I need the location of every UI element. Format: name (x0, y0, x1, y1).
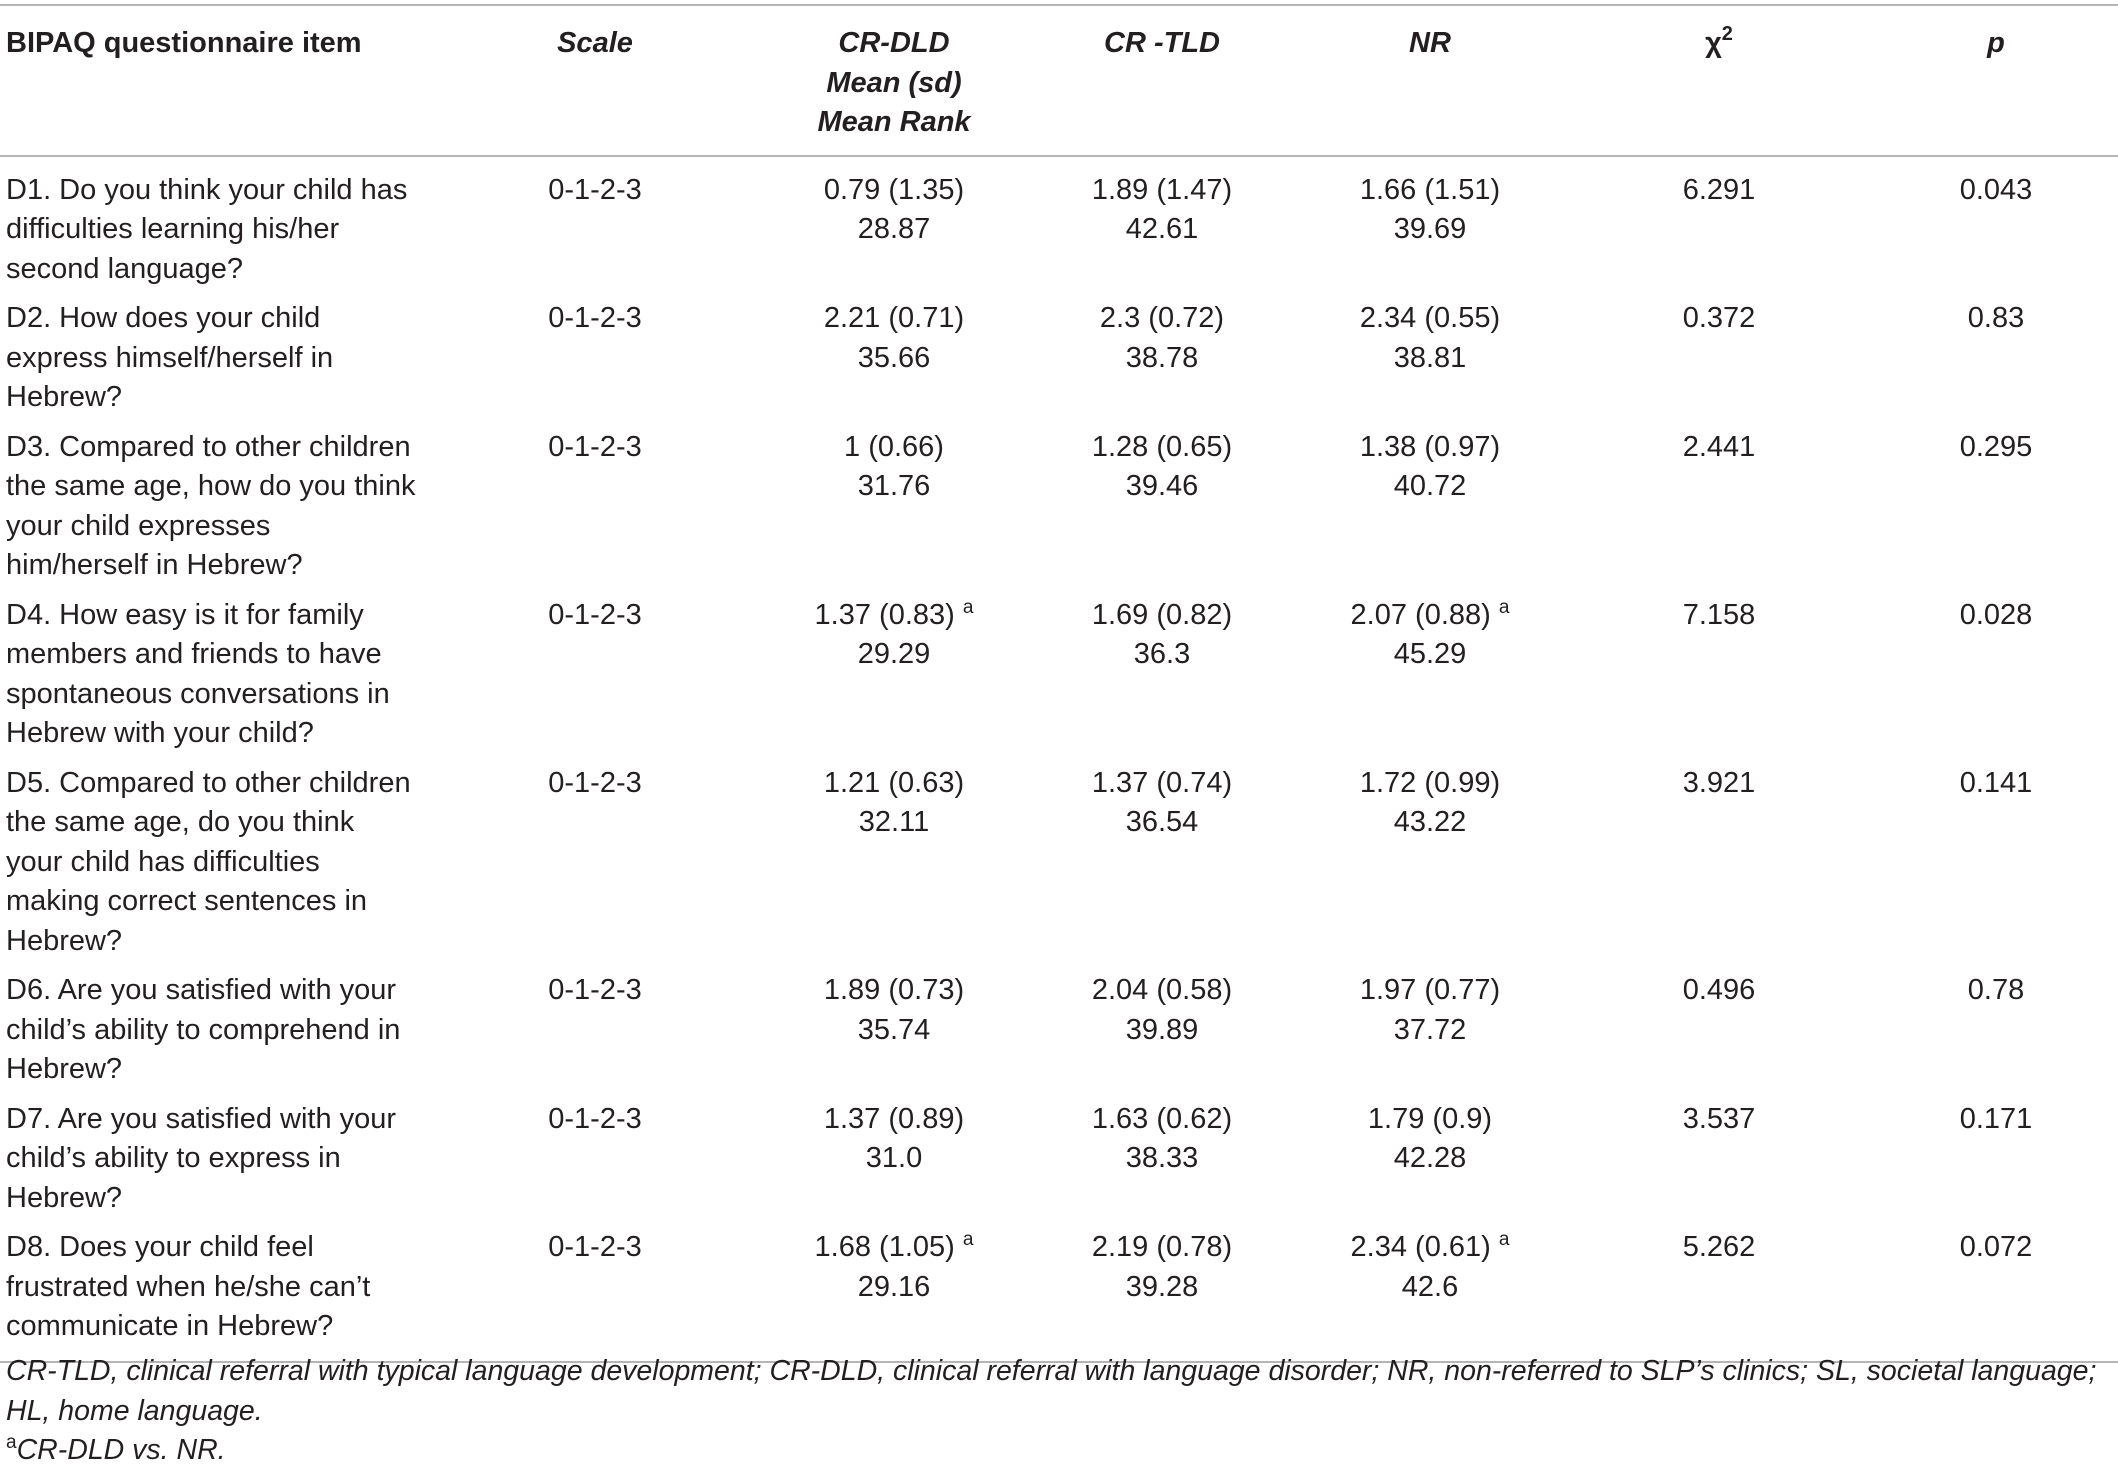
cell-item: D1. Do you think your child has difficulties learning his/her second language? (6, 173, 408, 285)
cell-mean-sd-line (1300, 764, 1560, 804)
cell-cr-dld (760, 293, 1028, 422)
cell-chi-square: 6.291 (1682, 173, 1756, 206)
significance-mark: a (1498, 596, 1510, 618)
cell-mean-sd-line (764, 596, 1024, 636)
cell-chi-square: 7.158 (1682, 598, 1756, 631)
cell-chi-square: 3.537 (1682, 1102, 1756, 1135)
mean-sd-value: 1.21 (0.63) (823, 766, 965, 799)
cell-nr (1296, 1094, 1564, 1223)
cell-nr (1296, 758, 1564, 966)
mean-sd-value: 2.34 (0.55) (1359, 302, 1501, 334)
mean-rank-value: 36.54 (1125, 806, 1199, 838)
significance-mark: a (1498, 1229, 1510, 1250)
mean-sd-value: 2.07 (0.88) (1350, 598, 1491, 631)
mean-sd-value: 2.19 (0.78) (1091, 1231, 1233, 1263)
table-row (0, 1094, 2118, 1223)
cell-mean-sd-line (1032, 596, 1292, 636)
cell-chi-square: 3.921 (1682, 766, 1756, 799)
cell-item: D6. Are you satisfied with your child’s ability to comprehend in Hebrew? (6, 974, 401, 1085)
cell-mean-sd-line (1032, 428, 1292, 468)
significance-mark: a (962, 596, 974, 618)
cell-mean-sd-line (1300, 1228, 1560, 1268)
cell-item: D8. Does your child feel frustrated when he/she can’t communicate in Hebrew? (6, 1231, 371, 1342)
cell-mean-sd-line (1300, 596, 1560, 636)
header-chi-square (1564, 5, 1874, 156)
table-body (0, 156, 2118, 1362)
cell-cr-dld (760, 758, 1028, 966)
cell-chi-square: 2.441 (1682, 430, 1756, 463)
mean-rank-value: 38.33 (1125, 1142, 1199, 1174)
cell-mean-sd-line (1032, 299, 1292, 339)
mean-sd-value: 1.63 (0.62) (1091, 1102, 1233, 1135)
cell-mean-sd-line (764, 764, 1024, 804)
mean-sd-value: 1.28 (0.65) (1091, 430, 1233, 463)
mean-sd-value: 1.72 (0.99) (1359, 766, 1501, 799)
cell-mean-sd-line (764, 171, 1024, 211)
mean-sd-value: 1.37 (0.74) (1091, 766, 1233, 799)
header-cr-tld: CR -TLD (1104, 27, 1220, 59)
mean-rank-value: 42.6 (1401, 1270, 1459, 1303)
cell-cr-tld (1028, 590, 1296, 758)
cell-cr-dld (760, 590, 1028, 758)
cell-scale: 0-1-2-3 (548, 302, 642, 334)
mean-rank-value: 39.69 (1393, 213, 1467, 245)
cell-item: D7. Are you satisfied with your child’s ability to express in Hebrew? (6, 1102, 397, 1214)
header-cr-dld-line-2: Mean (sd) (826, 66, 962, 99)
mean-sd-value: 1.68 (1.05) (814, 1231, 955, 1263)
table-row (0, 758, 2118, 966)
cell-item: D5. Compared to other children the same age, do you think your child has difficulties making correct sentences in Hebrew? (6, 766, 411, 957)
mean-rank-value: 39.28 (1125, 1270, 1199, 1303)
mean-sd-value: 2.04 (0.58) (1091, 974, 1233, 1006)
mean-rank-value: 38.78 (1125, 341, 1199, 374)
cell-cr-dld (760, 1222, 1028, 1362)
cell-scale: 0-1-2-3 (548, 974, 642, 1006)
mean-rank-value: 43.22 (1393, 806, 1467, 838)
cell-mean-sd-line (1032, 1100, 1292, 1140)
cell-mean-sd-line (764, 1228, 1024, 1268)
mean-sd-value: 1.37 (0.83) (814, 598, 955, 631)
cell-mean-sd-line (1032, 1228, 1292, 1268)
cell-nr (1296, 293, 1564, 422)
bipaq-results-table (0, 4, 2118, 1363)
mean-rank-value: 35.66 (857, 341, 931, 374)
cell-chi-square: 5.262 (1682, 1231, 1756, 1263)
cell-p-value: 0.043 (1959, 173, 2033, 206)
cell-scale: 0-1-2-3 (548, 1102, 642, 1135)
cell-mean-sd-line (1032, 171, 1292, 211)
cell-scale: 0-1-2-3 (548, 173, 642, 206)
cell-p-value: 0.295 (1959, 430, 2033, 463)
cell-nr (1296, 156, 1564, 294)
table-footnotes (6, 1352, 2106, 1471)
header-chi-symbol: χ (1705, 27, 1722, 59)
mean-sd-value: 2.21 (0.71) (823, 302, 965, 334)
cell-p-value: 0.78 (1967, 974, 2025, 1006)
mean-rank-value: 42.28 (1393, 1142, 1467, 1174)
mean-rank-value: 38.81 (1393, 341, 1467, 374)
mean-sd-value: 1.89 (0.73) (823, 974, 965, 1006)
cell-p-value: 0.028 (1959, 598, 2033, 631)
cell-scale: 0-1-2-3 (548, 598, 642, 631)
table-row (0, 590, 2118, 758)
cell-chi-square: 0.496 (1682, 974, 1756, 1006)
mean-sd-value: 0.79 (1.35) (823, 173, 965, 206)
mean-sd-value: 1.79 (0.9) (1367, 1102, 1493, 1135)
cell-p-value: 0.072 (1959, 1231, 2033, 1263)
header-cr-dld-line-3: Mean Rank (817, 106, 971, 138)
cell-scale: 0-1-2-3 (548, 430, 642, 463)
cell-cr-tld (1028, 156, 1296, 294)
cell-item: D3. Compared to other children the same age, how do you think your child expresses him/herself in Hebrew? (6, 430, 416, 581)
mean-sd-value: 1.97 (0.77) (1359, 974, 1501, 1006)
cell-mean-sd-line (1300, 971, 1560, 1011)
cell-mean-sd-line (1032, 764, 1292, 804)
cell-cr-dld (760, 422, 1028, 590)
header-item: BIPAQ questionnaire item (6, 27, 362, 59)
cell-item: D2. How does your child express himself/herself in Hebrew? (6, 302, 334, 413)
cell-mean-sd-line (1300, 1100, 1560, 1140)
mean-rank-value: 39.46 (1125, 470, 1199, 502)
cell-mean-sd-line (1032, 971, 1292, 1011)
table-row (0, 293, 2118, 422)
mean-rank-value: 32.11 (858, 806, 930, 838)
cell-mean-sd-line (764, 428, 1024, 468)
mean-rank-value: 28.87 (857, 213, 931, 245)
cell-nr (1296, 590, 1564, 758)
cell-mean-sd-line (1300, 171, 1560, 211)
mean-sd-value: 1.89 (1.47) (1091, 173, 1233, 206)
mean-sd-value: 1.66 (1.51) (1359, 173, 1501, 206)
cell-chi-square: 0.372 (1682, 302, 1756, 334)
cell-cr-dld (760, 1094, 1028, 1223)
mean-sd-value: 2.34 (0.61) (1350, 1231, 1491, 1263)
mean-sd-value: 1.38 (0.97) (1359, 430, 1501, 463)
table-row (0, 156, 2118, 294)
cell-mean-sd-line (1300, 428, 1560, 468)
table-row (0, 422, 2118, 590)
significance-mark: a (962, 1229, 974, 1250)
mean-rank-value: 36.3 (1133, 638, 1191, 670)
header-nr: NR (1409, 27, 1451, 59)
mean-rank-value: 35.74 (857, 1013, 931, 1046)
footnote-mark: a (6, 1432, 17, 1453)
header-cr-dld-line-1: CR-DLD (838, 27, 950, 59)
mean-rank-value: 39.89 (1125, 1013, 1199, 1046)
cell-nr (1296, 1222, 1564, 1362)
header-p: p (1987, 27, 2005, 59)
header-cr-dld (760, 5, 1028, 156)
cell-nr (1296, 422, 1564, 590)
cell-scale: 0-1-2-3 (548, 766, 642, 799)
cell-scale: 0-1-2-3 (548, 1231, 642, 1263)
mean-rank-value: 29.29 (857, 638, 931, 670)
mean-sd-value: 2.3 (0.72) (1099, 302, 1225, 334)
cell-cr-tld (1028, 1094, 1296, 1223)
cell-item: D4. How easy is it for family members and friends to have spontaneous conversations in Hebrew with your child? (6, 598, 390, 749)
mean-rank-value: 37.72 (1393, 1013, 1467, 1046)
mean-rank-value: 45.29 (1393, 638, 1467, 670)
mean-rank-value: 29.16 (857, 1270, 931, 1303)
mean-rank-value: 42.61 (1125, 213, 1199, 245)
cell-p-value: 0.171 (1959, 1102, 2033, 1135)
cell-p-value: 0.141 (1959, 766, 2033, 799)
mean-sd-value: 1.69 (0.82) (1091, 598, 1233, 631)
cell-mean-sd-line (1300, 299, 1560, 339)
cell-p-value: 0.83 (1967, 302, 2025, 334)
cell-mean-sd-line (764, 1100, 1024, 1140)
cell-cr-dld (760, 965, 1028, 1094)
cell-mean-sd-line (764, 971, 1024, 1011)
header-scale: Scale (557, 27, 633, 59)
cell-cr-dld (760, 156, 1028, 294)
table-row (0, 1222, 2118, 1362)
footnote-note-text: CR-DLD vs. NR. (16, 1434, 226, 1466)
mean-rank-value: 40.72 (1393, 470, 1467, 502)
cell-cr-tld (1028, 1222, 1296, 1362)
cell-cr-tld (1028, 422, 1296, 590)
cell-mean-sd-line (764, 299, 1024, 339)
mean-rank-value: 31.0 (865, 1142, 923, 1174)
cell-cr-tld (1028, 758, 1296, 966)
table-row (0, 965, 2118, 1094)
cell-cr-tld (1028, 965, 1296, 1094)
mean-sd-value: 1 (0.66) (844, 430, 944, 463)
cell-cr-tld (1028, 293, 1296, 422)
mean-rank-value: 31.76 (857, 470, 931, 502)
table-header-row (0, 5, 2118, 156)
mean-sd-value: 1.37 (0.89) (823, 1102, 965, 1135)
footnote-abbreviations: CR-TLD, clinical referral with typical language development; CR-DLD, clinical referral with language disorder; NR, non-referred to SLP’s clinics; SL, societal language; HL, home language. (6, 1355, 2097, 1427)
header-chi-power: 2 (1721, 23, 1733, 45)
cell-nr (1296, 965, 1564, 1094)
